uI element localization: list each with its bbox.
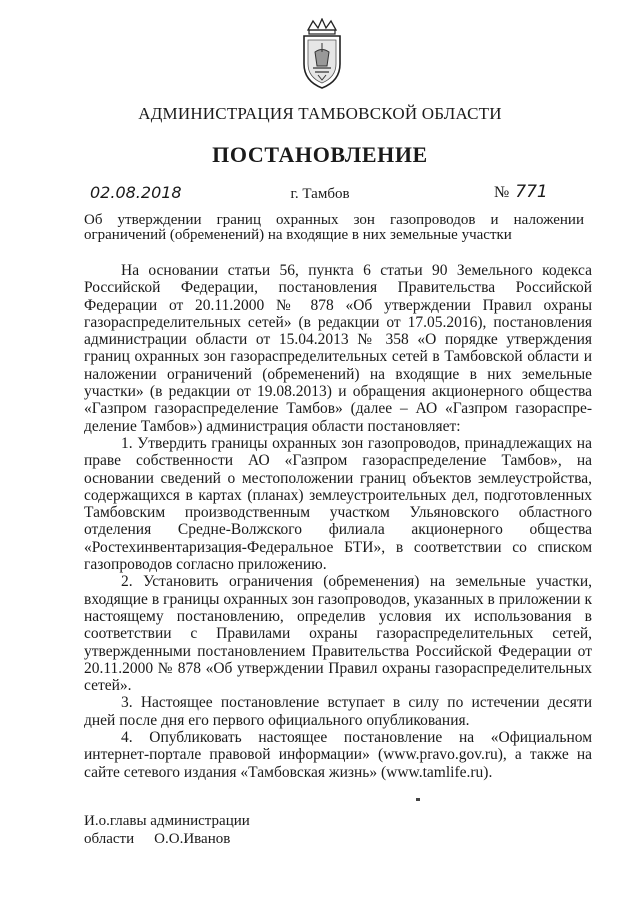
signer-name: О.О.Иванов — [154, 831, 231, 847]
clause-1: 1. Утвердить границы охранных зон газопроводов, принадлежащих на праве собственности АО «Газпром газораспределение Тамбов», на основании сведений о местоположении границ объектов землеустройства, содержащихся в картах (планах) землеустроительных дел, подготовленных Тамбовским производственным участком Ульяновского областного отделения Средне-Волжского филиала акционерного общества «Ростехинвентаризация-Федеральное БТИ», в соответствии со списком газопроводов согласно приложению. — [84, 434, 592, 574]
signer-position-cont: области — [84, 831, 135, 847]
document-date: 02.08.2018 — [90, 183, 182, 202]
ink-mark — [416, 798, 420, 801]
clause-3: 3. Настоящее постановление вступает в силу по истечении десяти дней после дня его первого официального опубликования. — [84, 694, 592, 729]
coat-of-arms-icon — [298, 18, 346, 90]
clause-2: 2. Установить ограничения (обременения) на земельные участки, входящие в границы охранных зон газопроводов, указанных в приложении к настоящему постановлению, определив условия их использования в соответствии с Правилами охраны газораспределительных сетей, утвержденными постановлением Правительства Российской Федерации от 20.11.2000 № 878 «Об утверждении Правил охраны газораспределительных сетей». — [84, 573, 592, 695]
document-number-block — [494, 182, 548, 202]
document-city: г. Тамбов — [290, 186, 350, 202]
document-number: 771 — [515, 182, 548, 202]
document-body — [84, 262, 592, 781]
clause-4: 4. Опубликовать настоящее постановление на «Официальном интернет-портале правовой информации» (www.pravo.gov.ru), а также на сайте сетевого издания «Тамбовская жизнь» (www.tamlife.ru). — [84, 729, 592, 781]
signer-row — [84, 830, 250, 848]
organization-name: АДМИНИСТРАЦИЯ ТАМБОВСКОЙ ОБЛАСТИ — [138, 104, 502, 123]
number-sign: № — [494, 184, 510, 201]
document-subject: Об утверждении границ охранных зон газопроводов и наложении ограничений (обременений) на входящие в них земельные участки — [84, 212, 584, 243]
signature-block — [84, 812, 250, 848]
preamble-paragraph: На основании статьи 56, пункта 6 статьи 90 Земельного кодекса Российской Федерации, постановления Правительства Российской Федерации от 20.11.2000 № 878 «Об утверждении Правил охраны газораспределительных сетей» (в редакции от 17.05.2016), постановления администрации области от 15.04.2013 № 358 «О порядке утверждения границ охранных зон газораспределительных сетей в Тамбовской области и наложении ограничений (обременений) на входящие в них земельные участки» (в редакции от 19.08.2013) и обращения акционерного общества «Газпром газораспределение Тамбов» (далее – АО «Газпром газораспре-деление Тамбов») администрация области постановляет: — [84, 262, 592, 435]
document-type: ПОСТАНОВЛЕНИЕ — [212, 142, 428, 167]
signer-position: И.о.главы администрации — [84, 813, 250, 829]
